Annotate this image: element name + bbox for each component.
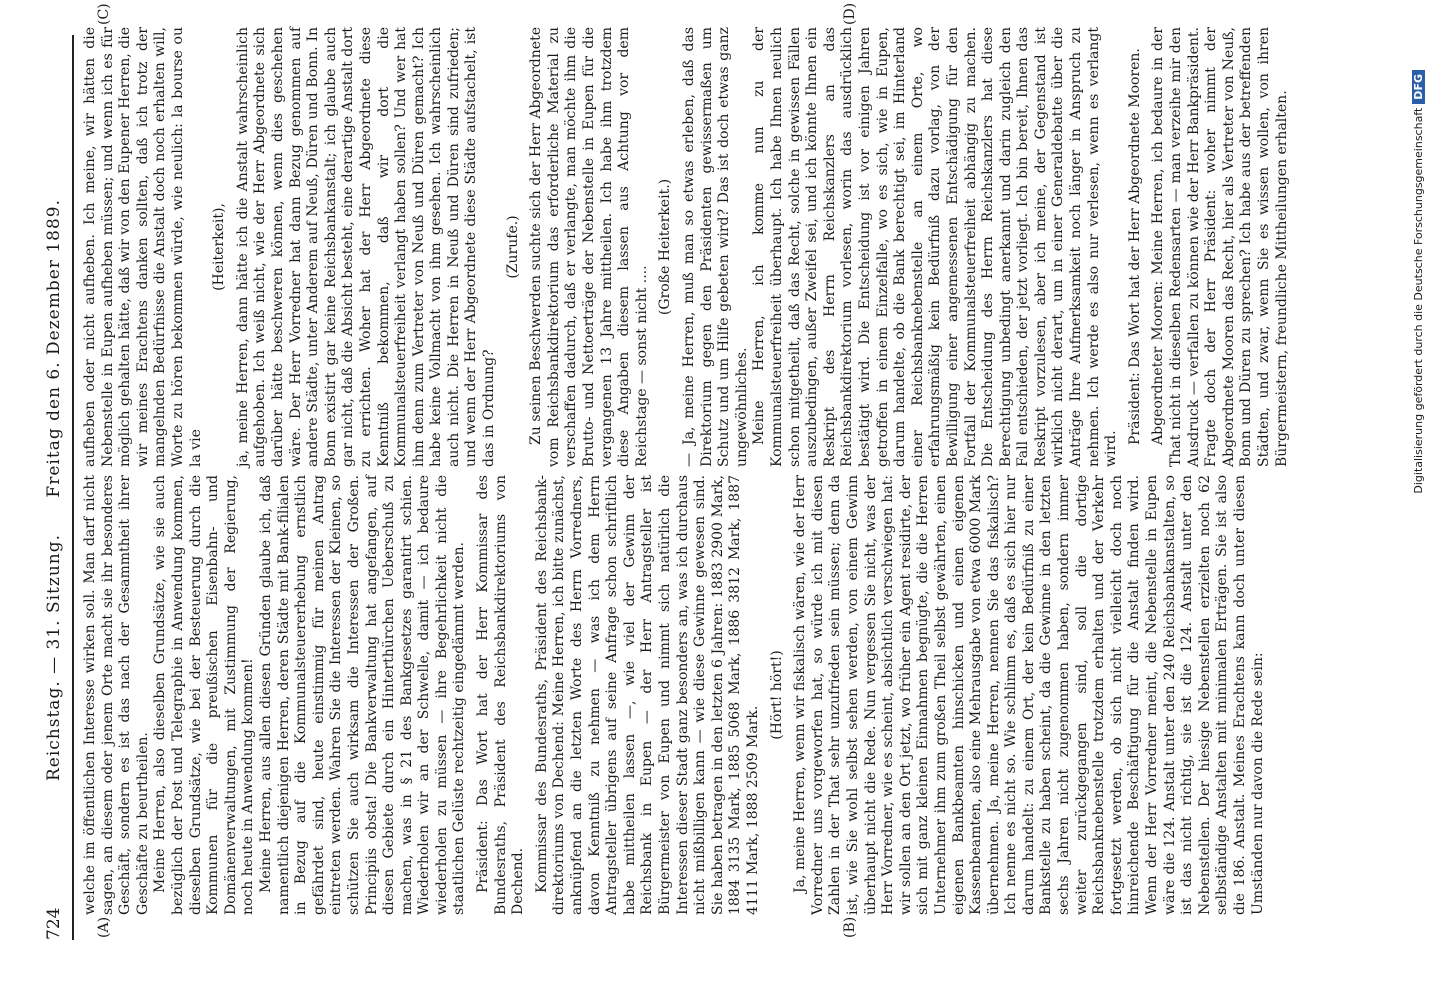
- paragraph: ja, meine Herren, dann hätte ich die Anstalt wahrscheinlich aufgehoben. Ich weiß nicht, wie der Herr Abgeordnete sich darüber hätte beschweren können, wenn dies geschehen wäre. Der Herr Vorredner hat dann Bezug genommen auf andere Städte, unter Anderem auf Neuß, Düren und Bonn. In Bonn existirt gar keine Reichsbankanstalt; ich glaube auch gar nicht, daß die Absicht besteht, eine derartige Anstalt dort zu errichten. Woher hat der Herr Abgeordnete diese Kenntniß bekommen, daß wir dort die Kommunalsteuerfreiheit verlangt haben sollen? Und wer hat ihm denn zum Vertreter von Neuß und Düren gemacht? Ich habe keine Vollmacht von ihm gesehen. Ich wahrscheinlich auch nicht. Die Herren in Neuß und Düren sind zufrieden; und wenn der Herr Abgeordnete diese Städte aufstachelt, ist das in Ordnung?: [234, 26, 498, 467]
- page-number: 724: [44, 907, 64, 940]
- dfg-logo: DFG: [1412, 70, 1425, 104]
- digitization-credit: [1412, 0, 1425, 1000]
- page-date: Freitag den 6. Dezember 1889.: [44, 199, 64, 498]
- paragraph: Meine Herren, ich komme nun zu der Kommunalsteuerfreiheit überhaupt. Ich habe Ihnen neulich schon mitgetheilt, daß das Recht, solche in gewissen Fällen auszubedingen, außer Zweifel sei, und ich könnte Ihnen ein Reskript des Herrn Reichskanzlers an das Reichsbankdirektorium vorlesen, worin das ausdrücklich bestätigt wird. Die Entscheidung ist vor einigen Jahren getroffen in einem Einzelfalle, wo es sich, wie in Eupen, darum handelte, ob die Bank berechtigt sei, im Hinterland einer Reichsbanknebenstelle an einem Orte, wo erfahrungsmäßig kein Bedürfniß dazu vorlag, von der Bewilligung einer angemessenen Entschädigung für den Fortfall der Kommunalsteuerfreiheit abhängig zu machen. Die Entscheidung des Herrn Reichskanzlers hat diese Berechtigung unbedingt anerkannt und darin zugleich den Fall entschieden, der jetzt vorliegt. Ich bin bereit, Ihnen das Reskript vorzulesen, aber ich meine, der Gegenstand ist wirklich nicht derart, um in einer Generaldebatte über die Anträge Ihre Aufmerksamkeit noch länger in Anspruch zu nehmen. Ich werde es also nur verlesen, wenn es verlangt wird.: [751, 27, 1120, 467]
- column-left: [82, 475, 1267, 915]
- interjection: (Zurufe.): [504, 215, 521, 279]
- president-statement: Präsident: Das Wort hat der Herr Kommissar des Bundesraths, Präsident des Reichsbankdirektoriums von Dechend.: [475, 475, 527, 915]
- interjection: (Große Heiterkeit.): [657, 178, 674, 316]
- paragraph: — Ja, meine Herren, muß man so etwas erleben, daß das Direktorium gegen den Präsidenten gewissermaßen um Schutz und um Hilfe gebeten wird? Das ist doch etwas ganz ungewöhnliches.: [681, 27, 750, 467]
- margin-mark-a: (A): [96, 916, 112, 938]
- page-title: Reichstag. — 31. Sitzung. Freitag den 6. Dezember 1889.: [44, 199, 64, 782]
- page-header: [44, 40, 74, 940]
- paragraph: Kommissar des Bundesraths, Präsident des Reichsbank-direktoriums von Dechend: Meine Herren, ich bitte zunächst, anknüpfend an die letzten Worte des Herrn Vorredners, davon Kenntniß zu nehmen — was ich dem Herrn Antragsteller übrigens auf seine Anfrage schon schriftlich habe mittheilen lassen —, wie viel der Gewinn der Reichsbank in Eupen — der Herr Antragsteller ist Bürgermeister von Eupen und nimmt sich natürlich die Interessen dieser Stadt ganz besonders an, was ich durchaus nicht mißbilligen kann — wie diese Gewinne gewesen sind. Sie haben betragen in den letzten 6 Jahren: 1883 2900 Mark, 1884 3135 Mark, 1885 5068 Mark, 1886 3812 Mark, 1887 4111 Mark, 1888 2509 Mark.: [533, 475, 761, 915]
- interjection: (Heiterkeit),: [211, 203, 228, 291]
- margin-mark-b: (B): [842, 916, 858, 938]
- paragraph: Zu seinen Beschwerden suchte sich der Herr Abgeordnete vom Reichsbankdirektorium das erforderliche Material zu verschaffen dadurch, daß er verlangte, man möchte ihm die Brutto- und Nettoerträge der Nebenstelle in Eupen für die vergangenen 13 Jahre mittheilen. Ich habe ihm trotzdem diese Angaben diesem lassen aus Achtung vor dem Reichstage — sonst nicht ....: [528, 27, 650, 467]
- margin-mark-c: (C): [96, 3, 112, 25]
- margin-mark-d: (D): [842, 2, 858, 25]
- paragraph: Meine Herren, aus allen diesen Gründen glaube ich, daß namentlich diejenigen Herren, deren Städte mit Bank-filialen in Bezug auf die Kommunalsteuererhebung ernstlich gefährdet sind, heute einstimmig für meinen Antrag eintreten werden. Wahren Sie die Interessen der Kleinen, so schützen Sie auch wirksam die Interessen der Großen. Principiis obsta! Die Bankverwaltung hat angefangen, auf diesen Gebiete durch ein Hinterthürchen Ueberschuß zu machen, was in § 21 des Bankgesetzes garantirt schien. Wiederholen wir an der Schwelle, damit — ich bedaure wiederholen zu müssen — ihre Begehrlichkeit nicht die staatlichen Gelüste rechtzeitig eingedämmt werden.: [257, 475, 468, 915]
- paragraph: welche im öffentlichen Interesse wirken soll. Man darf nicht sagen, an diesem oder jenem Orte macht sie ihr besonderes Geschäft, sondern es ist das nach der Gesammtheit ihrer Geschäfte zu beurtheilen.: [82, 475, 151, 915]
- paragraph: Abgeordneter Mooren: Meine Herren, ich bedaure in der That nicht in dieselben Redensarten — man verzeihe mir den Ausdruck — verfallen zu können wie der Herr Bankpräsident. Fragte doch der Herr Präsident: woher nimmt der Abgeordnete Mooren das Recht, hier als Vertreter von Neuß, Bonn und Düren zu sprechen? Ich habe aus der betreffenden Städten, und zwar, wenn Sie es wissen wollen, von ihren Bürgermeistern, freundliche Mittheilungen erhalten.: [1150, 27, 1290, 467]
- header-rule: [72, 35, 74, 940]
- credit-text: Digitalisierung gefördert durch die Deutsche Forschungsgemeinschaft: [1412, 107, 1425, 494]
- president-statement: Präsident: Das Wort hat der Herr Abgeordnete Mooren.: [1126, 48, 1143, 445]
- paragraph: Ja, meine Herren, wenn wir fiskalisch wären, wie der Herr Vorredner uns vorgeworfen hat, so würde ich mit diesen Zahlen in der That sehr unzufrieden sein müssen; denn da ist, wie Sie wohl selbst sehen werden, von einem Gewinn überhaupt nicht die Rede. Nun vergessen Sie nicht, was der Herr Vorredner, wie es scheint, absichtlich verschwiegen hat: wir sollen an den Ort jetzt, wo früher ein Agent residirte, der sich mit ganz kleinen Einnahmen begnügte, die die Herren Unternehmer ihm zum großen Theil selbst gewährten, einen eigenen Bankbeamten hinschicken und einen eigenen Kassenbeamten, also eine Mehrausgabe von etwa 6000 Mark übernehmen. Ja, meine Herren, nennen Sie das fiskalisch? Ich nenne es nicht so. Wie schlimm es, daß es sich hier nur darum handelt: zu einem Ort, der kein Bedürfniß zu einer Bankstelle zu haben scheint, da die Gewinne in den letzten sechs Jahren nicht zugenommen haben, sondern immer weiter zurückgegangen sind, soll die dortige Reichsbanknebenstelle trotzdem erhalten und der Verkehr fortgesetzt werden, ob sich nicht vielleicht doch noch hinreichende Beschäftigung für die Anstalt finden wird. Wenn der Herr Vorredner meint, die Nebenstelle in Eupen wäre die 124. Anstalt unter den 240 Reichsbankanstalten, so ist das nicht richtig, sie ist die 124. Anstalt unter den Nebenstellen. Der hiesige Nebenstellen erzielten noch 62 selbständige Anstalten mit minimalen Erträgen. Sie ist also die 186. Anstalt. Meines Erachtens kann doch unter diesen Umständen nur davon die Rede sein:: [792, 475, 1266, 915]
- interjection: (Hört! hört!): [768, 650, 785, 740]
- paragraph: Meine Herren, also dieselben Grundsätze, wie sie auch bezüglich der Post und Telegraphie in Anwendung kommen, dieselben Grundsätze, wie bei der Besteuerung durch die Kommunen für die preußischen Eisenbahn- und Domänenverwaltungen, mit Zustimmung der Regierung, noch heute in Anwendung kommen!: [152, 475, 257, 915]
- column-right: [82, 27, 1291, 467]
- paragraph: aufheben oder nicht aufheben. Ich meine, wir hätten die Nebenstelle in Eupen aufheben müssen; und wenn ich es für möglich gehalten hätte, daß wir von den Eupener Herren, die wir meines Erachtens danken sollten, daß ich trotz der mangelnden Bedürfnisse die Anstalt doch noch erhalten will, Worte zu hören bekommen würde, wie neulich: la bourse ou la vie: [82, 27, 204, 467]
